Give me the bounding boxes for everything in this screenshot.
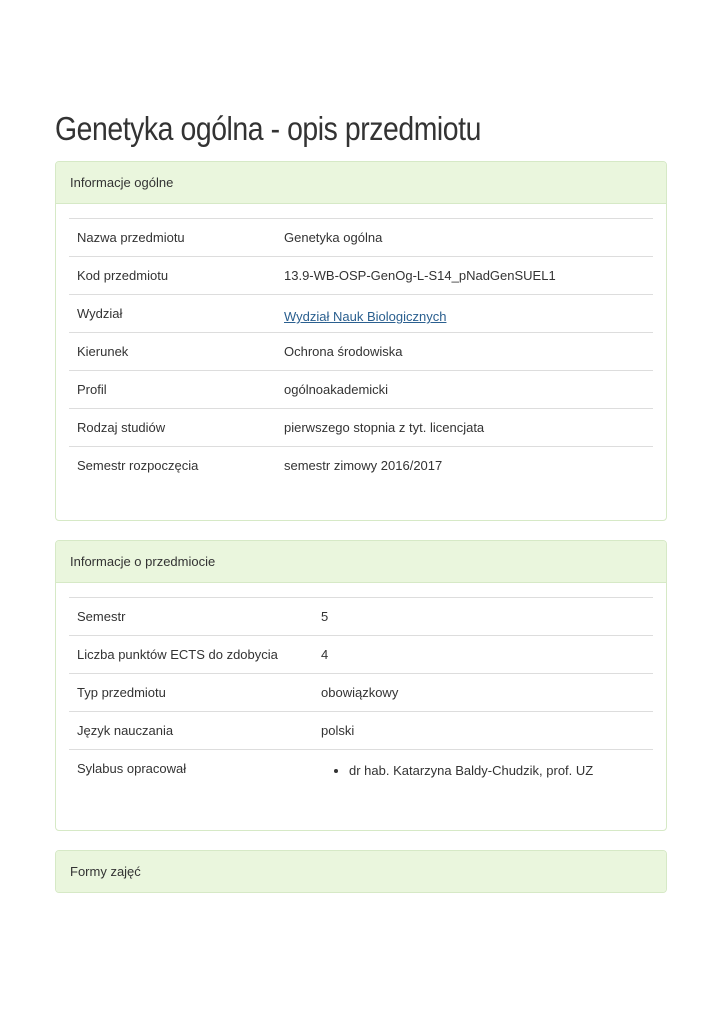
list-item: • dr hab. Katarzyna Baldy-Chudzik, prof. UZ <box>349 759 645 778</box>
table-row <box>69 636 653 674</box>
row-value: semestr zimowy 2016/2017 <box>284 458 443 473</box>
row-label: Typ przedmiotu <box>77 685 166 700</box>
general-info-panel <box>55 161 667 521</box>
row-label: Rodzaj studiów <box>77 420 166 435</box>
table-row <box>69 409 653 447</box>
table-row <box>69 447 653 485</box>
row-label: Kierunek <box>77 344 129 359</box>
row-label: Nazwa przedmiotu <box>77 230 185 245</box>
panel-heading: Informacje ogólne <box>56 162 666 204</box>
row-label: Semestr rozpoczęcia <box>77 458 199 473</box>
faculty-link[interactable]: Wydział Nauk Biologicznych <box>284 309 447 324</box>
syllabus-authors-list <box>321 759 645 778</box>
row-label: Język nauczania <box>77 723 174 738</box>
page-title: Genetyka ogólna - opis przedmiotu <box>55 110 481 147</box>
row-value: 13.9-WB-OSP-GenOg-L-S14_pNadGenSUEL1 <box>284 268 556 283</box>
row-label: Liczba punktów ECTS do zdobycia <box>77 647 278 662</box>
table-row <box>69 598 653 636</box>
row-value <box>276 295 653 333</box>
row-value: 4 <box>321 647 329 662</box>
row-label: Wydział <box>77 306 123 321</box>
row-value <box>313 750 653 788</box>
table-row <box>69 371 653 409</box>
table-row <box>69 219 653 257</box>
table-row <box>69 674 653 712</box>
panel-heading: Informacje o przedmiocie <box>56 541 666 583</box>
row-value: 5 <box>321 609 329 624</box>
table-row <box>69 257 653 295</box>
row-value: polski <box>321 723 355 738</box>
row-label: Semestr <box>77 609 126 624</box>
general-info-table <box>69 218 653 484</box>
table-row <box>69 712 653 750</box>
row-value: pierwszego stopnia z tyt. licencjata <box>284 420 485 435</box>
subject-info-panel <box>55 540 667 831</box>
table-row <box>69 295 653 333</box>
row-label: Kod przedmiotu <box>77 268 169 283</box>
row-value: ogólnoakademicki <box>284 382 389 397</box>
row-value: Ochrona środowiska <box>284 344 403 359</box>
class-forms-panel <box>55 850 667 893</box>
subject-info-table <box>69 597 653 787</box>
row-label: Sylabus opracował <box>77 761 187 776</box>
row-value: obowiązkowy <box>321 685 399 700</box>
row-label: Profil <box>77 382 107 397</box>
row-value: Genetyka ogólna <box>284 230 383 245</box>
panel-heading: Formy zajęć <box>56 851 666 892</box>
table-row <box>69 333 653 371</box>
table-row <box>69 750 653 788</box>
